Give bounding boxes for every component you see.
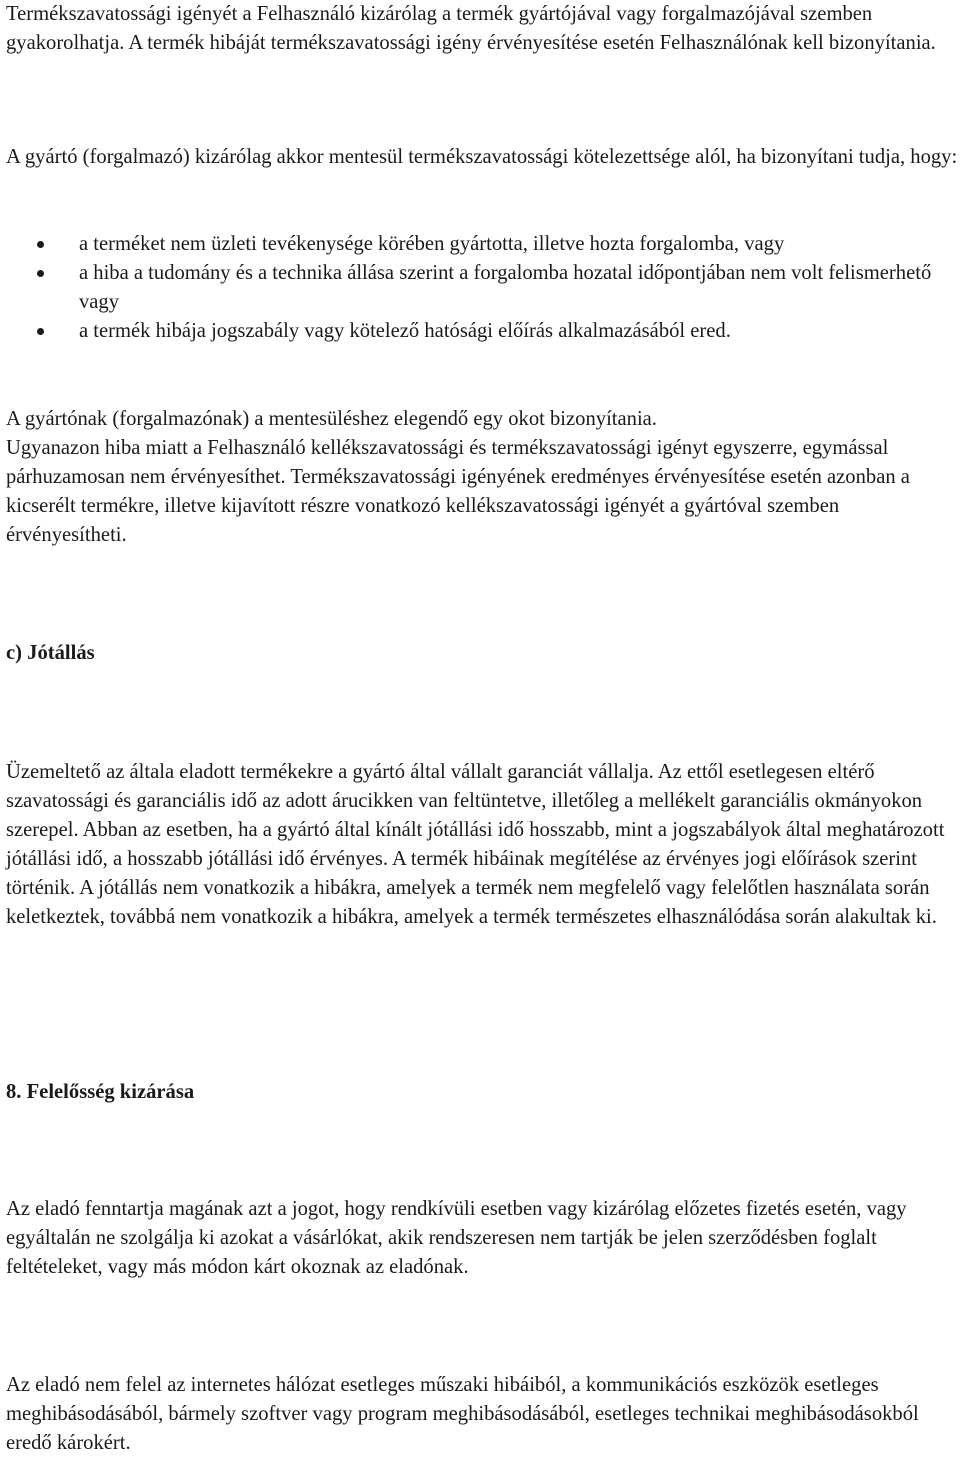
list-item-text: a hiba a tudomány és a technika állása szerint a forgalomba hozatal időpontjában nem volt felismerhető vagy [79, 262, 932, 313]
list-item-text: a terméket nem üzleti tevékenysége körében gyártotta, illetve hozta forgalomba, vagy [79, 233, 785, 255]
heading-jotallas [6, 639, 960, 668]
paragraph-single-reason [6, 405, 960, 550]
list-item [6, 317, 960, 346]
paragraph-manufacturer-exemption [6, 143, 960, 172]
paragraph-text: Üzemeltető az általa eladott termékekre a gyártó által vállalt garanciát vállalja. Az ettől esetlegesen eltérő szavatossági és garanciális idő az adott árucikken van feltüntetve, illetőleg a mellékelt garanciális okmányokon szerepel. Abban az esetben, ha a gyártó által kínált jótállási idő hosszabb, mint a jogszabályok által meghatározott jótállási idő, a hosszabb jótállási idő érvényes. A termék hibáinak megítélése az érvényes jogi előírások szerint történik. A jótállás nem vonatkozik a hibákra, amelyek a termék nem megfelelő vagy felelőtlen használata során keletkeztek, továbbá nem vonatkozik a hibákra, amelyek a termék természetes elhasználódása során alakultak ki. [6, 761, 945, 928]
list-item [6, 259, 960, 317]
paragraph-text: Az eladó fenntartja magának azt a jogot, hogy rendkívüli esetben vagy kizárólag előzetes fizetés esetén, vagy egyáltalán ne szolgálja ki azokat a vásárlókat, akik rendszeresen nem tartják be jelen szerződésben foglalt feltételeket, vagy más módon kárt okoznak az eladónak. [6, 1198, 907, 1278]
bullet-icon [37, 328, 44, 335]
heading-title: Jótállás [27, 642, 95, 664]
paragraph-text: A gyártónak (forgalmazónak) a mentesüléshez elegendő egy okot bizonyítania. [6, 408, 657, 430]
paragraph-product-warranty-claim [6, 0, 960, 58]
bullet-icon [37, 241, 44, 248]
heading-felelosseg-kizarasa [6, 1078, 960, 1107]
paragraph-warranty [6, 758, 960, 932]
list-item-text: a termék hibája jogszabály vagy kötelező hatósági előírás alkalmazásából ered. [79, 320, 731, 342]
exemption-conditions-list [6, 230, 960, 346]
paragraph-text: Ugyanazon hiba miatt a Felhasználó kellékszavatossági és termékszavatossági igényt egyszerre, egymással párhuzamosan nem érvényesíthet. Termékszavatossági igényének eredményes érvényesítése esetén azonban a kicserélt termékre, illetve kijavított részre vonatkozó kellékszavatossági igényét a gyártóval szemben érvényesítheti. [6, 437, 910, 546]
bullet-icon [37, 270, 44, 277]
heading-title: Felelősség kizárása [26, 1081, 195, 1103]
paragraph-liability-exclusion [6, 1371, 960, 1458]
list-item [6, 230, 960, 259]
paragraph-text: A gyártó (forgalmazó) kizárólag akkor mentesül termékszavatossági kötelezettsége alól, ha bizonyítani tudja, hogy: [6, 146, 958, 168]
heading-number: c) [6, 642, 28, 664]
heading-number: 8. [6, 1081, 27, 1103]
paragraph-text: Az eladó nem felel az internetes hálózat esetleges műszaki hibáiból, a kommunikációs eszközök esetleges meghibásodásából, bármely szoftver vagy program meghibásodásából, esetleges technikai meghibásodásokból eredő károkért. [6, 1374, 919, 1454]
paragraph-seller-rights [6, 1195, 960, 1282]
paragraph-text: Termékszavatossági igényét a Felhasználó kizárólag a termék gyártójával vagy forgalmazójával szemben gyakorolhatja. A termék hibáját termékszavatossági igény érvényesítése esetén Felhasználónak kell bizonyítania. [6, 3, 936, 54]
